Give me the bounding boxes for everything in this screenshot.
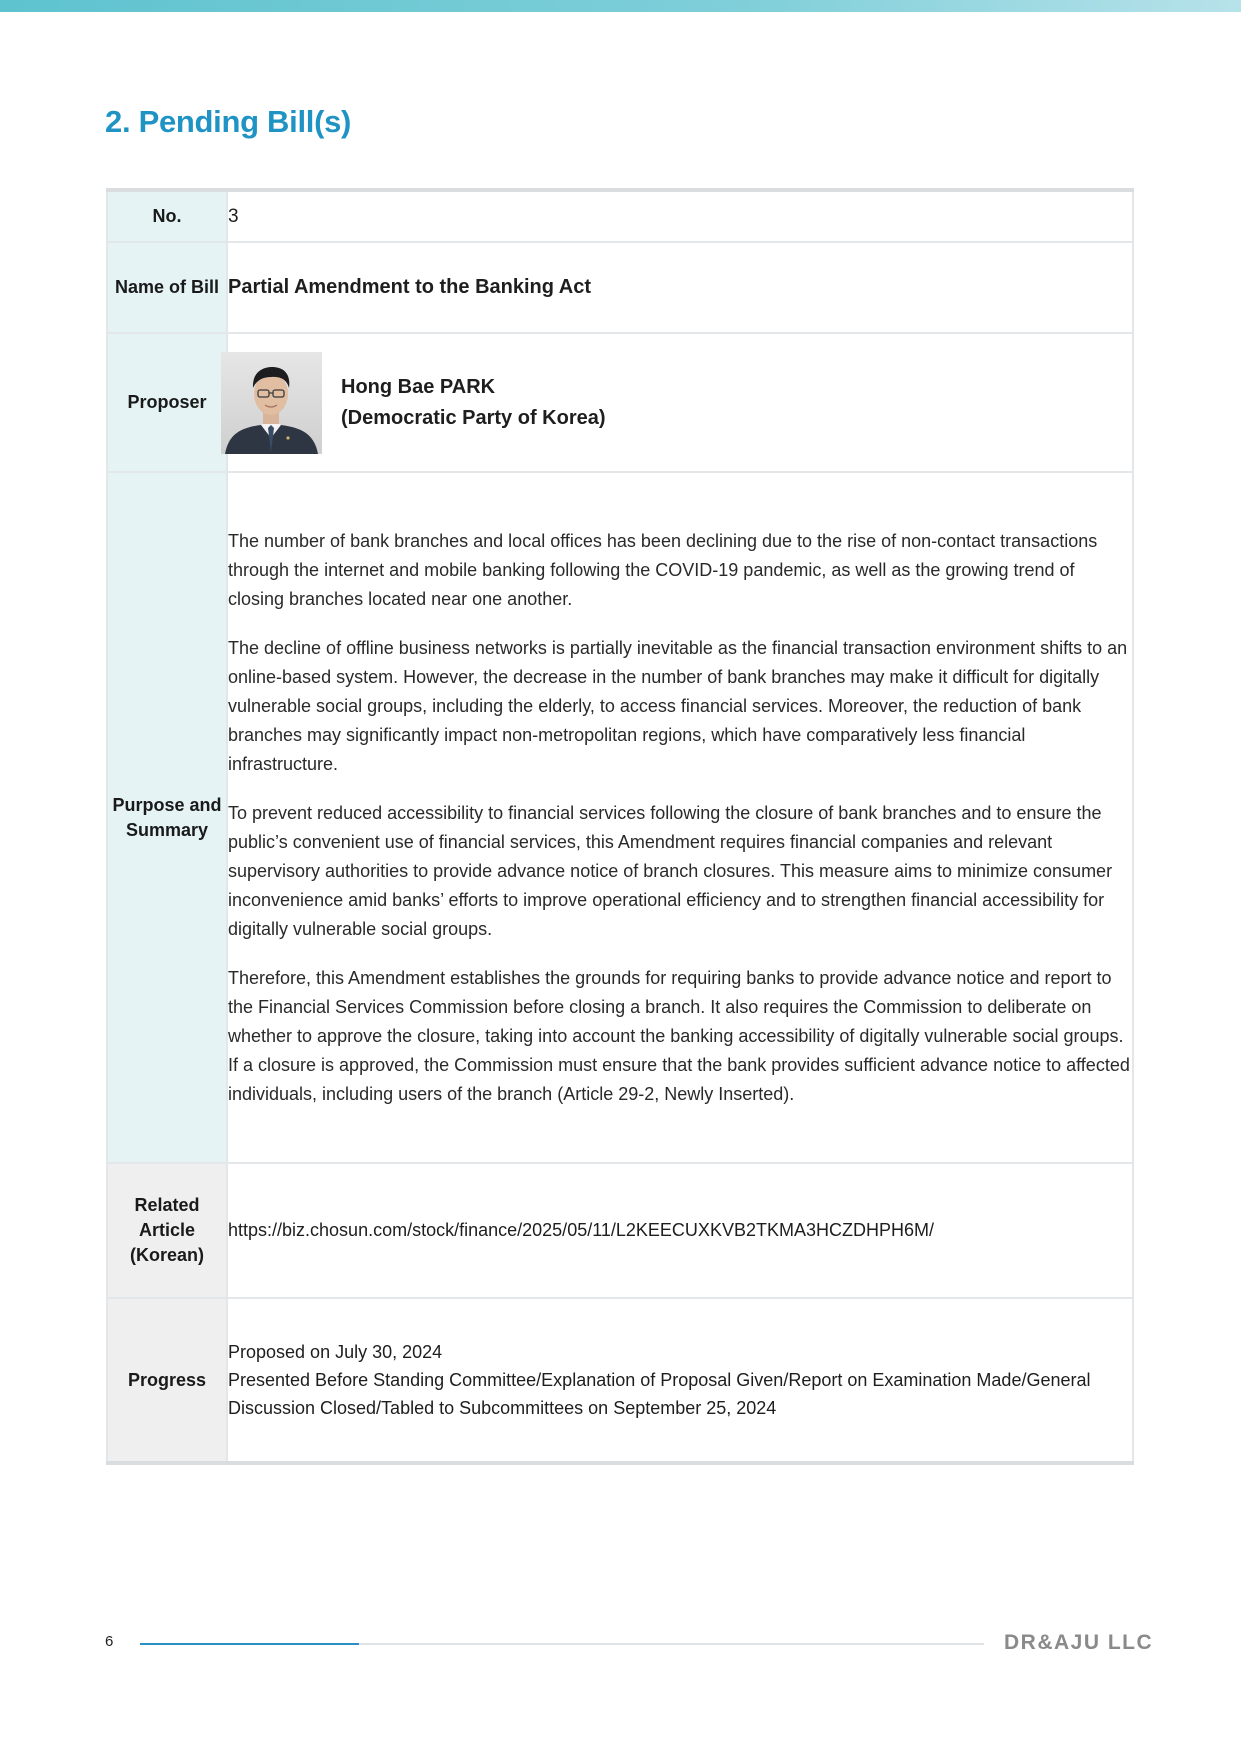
- section-title: 2. Pending Bill(s): [105, 104, 352, 139]
- related-article-cell: [227, 1163, 1133, 1298]
- row-progress: [107, 1298, 1133, 1463]
- progress-committee: Presented Before Standing Committee/Explanation of Proposal Given/Report on Examination Made/General Discussion Closed/Tabled to Subcommittees on September 25, 2024: [228, 1370, 1091, 1418]
- progress-proposed: Proposed on July 30, 2024: [228, 1342, 443, 1362]
- progress-cell: [227, 1298, 1133, 1463]
- proposer-block: [228, 352, 1132, 454]
- portrait-image: [221, 352, 322, 454]
- label-name-of-bill: Name of Bill: [107, 242, 227, 333]
- summary-paragraph: The number of bank branches and local offices has been declining due to the rise of non-contact transactions through the internet and mobile banking following the COVID-19 pandemic, as well as the growing trend of closing branches located near one another.: [228, 530, 1098, 609]
- proposer-name: Hong Bae PARK: [341, 375, 496, 398]
- proposer-photo: [221, 352, 322, 454]
- bill-name: Partial Amendment to the Banking Act: [228, 276, 592, 298]
- row-no: [107, 190, 1133, 242]
- label-progress: Progress: [107, 1298, 227, 1463]
- row-summary: [107, 472, 1133, 1163]
- bill-table: [106, 188, 1134, 1465]
- summary-paragraph: To prevent reduced accessibility to financial services following the closure of bank branches and to ensure the public’s convenient use of financial services, this Amendment requires financial companies and relevant supervisory authorities to provide advance notice of branch closures. This measure aims to minimize consumer inconvenience amid banks’ efforts to improve operational efficiency and to strengthen financial accessibility for digitally vulnerable social groups.: [228, 802, 1113, 939]
- proposer-cell: [227, 333, 1133, 472]
- bill-name-cell: [227, 242, 1133, 333]
- row-proposer: [107, 333, 1133, 472]
- summary-cell: [227, 472, 1133, 1163]
- related-article-link[interactable]: https://biz.chosun.com/stock/finance/2025/05/11/L2KEECUXKVB2TKMA3HCZDHPH6M/: [228, 1219, 934, 1240]
- row-name: [107, 242, 1133, 333]
- page-number: 6: [105, 1633, 114, 1650]
- brand-logo: DR&AJU LLC: [1004, 1631, 1154, 1654]
- bill-number: 3: [227, 190, 1133, 242]
- footer-rule: [140, 1643, 984, 1645]
- row-related-article: [107, 1163, 1133, 1298]
- proposer-text: [341, 372, 606, 434]
- label-proposer: Proposer: [107, 333, 227, 472]
- label-purpose-summary: Purpose and Summary: [107, 472, 227, 1163]
- proposer-party: (Democratic Party of Korea): [341, 406, 606, 429]
- top-accent-bar: [0, 0, 1241, 12]
- label-no: No.: [107, 190, 227, 242]
- summary-paragraph: The decline of offline business networks is partially inevitable as the financial transaction environment shifts to an online-based system. However, the decrease in the number of bank branches may make it difficult for digitally vulnerable social groups, including the elderly, to access financial services. Moreover, the reduction of bank branches may significantly impact non-metropolitan regions, which have comparatively less financial infrastructure.: [228, 637, 1128, 774]
- label-related-article: Related Article (Korean): [107, 1163, 227, 1298]
- summary-paragraph: Therefore, this Amendment establishes the grounds for requiring banks to provide advance notice and report to the Financial Services Commission before closing a branch. It also requires the Commission to deliberate on whether to approve the closure, taking into account the banking accessibility of digitally vulnerable social groups. If a closure is approved, the Commission must ensure that the bank provides sufficient advance notice to affected individuals, including users of the branch (Article 29-2, Newly Inserted).: [228, 967, 1130, 1104]
- page-progress-indicator: [140, 1643, 359, 1645]
